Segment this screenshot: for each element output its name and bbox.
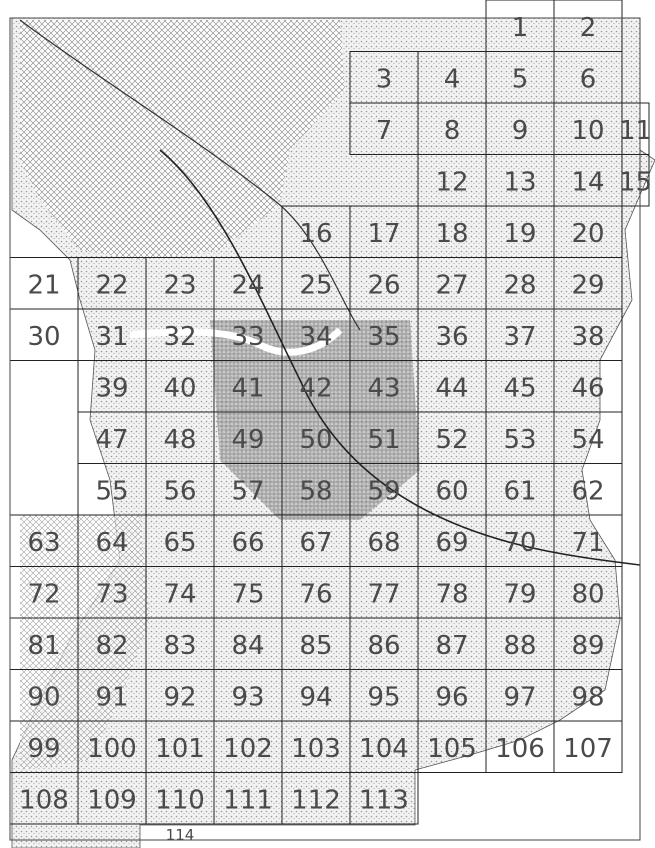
sheet-label-47: 47 <box>95 424 129 455</box>
sheet-label-53: 53 <box>503 424 537 455</box>
sheet-label-89: 89 <box>571 630 605 661</box>
sheet-label-17: 17 <box>367 218 401 249</box>
sheet-label-72: 72 <box>27 579 61 610</box>
sheet-label-114: 114 <box>165 826 195 844</box>
sheet-label-52: 52 <box>435 424 469 455</box>
sheet-label-77: 77 <box>367 579 401 610</box>
sheet-label-24: 24 <box>231 270 265 301</box>
sheet-label-106: 106 <box>495 733 545 764</box>
sheet-label-109: 109 <box>87 785 137 816</box>
sheet-label-27: 27 <box>435 270 469 301</box>
sheet-label-45: 45 <box>503 373 537 404</box>
sheet-label-56: 56 <box>163 476 197 507</box>
sheet-label-80: 80 <box>571 579 605 610</box>
sheet-label-21: 21 <box>27 270 61 301</box>
sheet-label-61: 61 <box>503 476 537 507</box>
sheet-label-68: 68 <box>367 527 401 558</box>
sheet-label-9: 9 <box>511 115 529 146</box>
sheet-label-104: 104 <box>359 733 409 764</box>
sheet-label-8: 8 <box>443 115 461 146</box>
sheet-label-16: 16 <box>299 218 333 249</box>
sheet-label-101: 101 <box>155 733 205 764</box>
sheet-label-71: 71 <box>571 527 605 558</box>
sheet-label-19: 19 <box>503 218 537 249</box>
sheet-label-36: 36 <box>435 321 469 352</box>
sheet-label-84: 84 <box>231 630 265 661</box>
sheet-label-103: 103 <box>291 733 341 764</box>
sheet-label-111: 111 <box>223 785 273 816</box>
sheet-label-12: 12 <box>435 167 469 198</box>
sheet-label-39: 39 <box>95 373 129 404</box>
sheet-label-54: 54 <box>571 424 605 455</box>
sheet-label-87: 87 <box>435 630 469 661</box>
sheet-label-13: 13 <box>503 167 537 198</box>
sheet-label-44: 44 <box>435 373 469 404</box>
sheet-label-25: 25 <box>299 270 333 301</box>
sheet-label-100: 100 <box>87 733 137 764</box>
sheet-label-1: 1 <box>511 12 529 43</box>
sheet-label-20: 20 <box>571 218 605 249</box>
sheet-label-79: 79 <box>503 579 537 610</box>
sheet-label-7: 7 <box>375 115 393 146</box>
sheet-label-10: 10 <box>571 115 605 146</box>
sheet-label-108: 108 <box>19 785 69 816</box>
sheet-label-41: 41 <box>231 373 265 404</box>
sheet-label-42: 42 <box>299 373 333 404</box>
sheet-label-64: 64 <box>95 527 129 558</box>
sheet-label-59: 59 <box>367 476 401 507</box>
sheet-label-5: 5 <box>511 64 529 95</box>
sheet-label-70: 70 <box>503 527 537 558</box>
sheet-label-6: 6 <box>579 64 597 95</box>
sheet-label-93: 93 <box>231 682 265 713</box>
sheet-label-98: 98 <box>571 682 605 713</box>
sheet-label-99: 99 <box>27 733 61 764</box>
sheet-label-62: 62 <box>571 476 605 507</box>
sheet-label-76: 76 <box>299 579 333 610</box>
sheet-label-22: 22 <box>95 270 129 301</box>
sheet-label-90: 90 <box>27 682 61 713</box>
sheet-label-32: 32 <box>163 321 197 352</box>
sheet-label-40: 40 <box>163 373 197 404</box>
sheet-label-92: 92 <box>163 682 197 713</box>
sheet-label-88: 88 <box>503 630 537 661</box>
sheet-label-3: 3 <box>375 64 393 95</box>
sheet-label-95: 95 <box>367 682 401 713</box>
sheet-label-97: 97 <box>503 682 537 713</box>
sheet-label-30: 30 <box>27 321 61 352</box>
sheet-label-75: 75 <box>231 579 265 610</box>
sheet-label-81: 81 <box>27 630 61 661</box>
sheet-label-48: 48 <box>163 424 197 455</box>
sheet-label-63: 63 <box>27 527 61 558</box>
sheet-label-34: 34 <box>299 321 333 352</box>
sheet-label-96: 96 <box>435 682 469 713</box>
sheet-label-66: 66 <box>231 527 265 558</box>
sheet-label-82: 82 <box>95 630 129 661</box>
sheet-label-86: 86 <box>367 630 401 661</box>
sheet-label-43: 43 <box>367 373 401 404</box>
sheet-label-18: 18 <box>435 218 469 249</box>
sheet-label-91: 91 <box>95 682 129 713</box>
sheet-label-11: 11 <box>618 115 653 146</box>
sheet-label-78: 78 <box>435 579 469 610</box>
sheet-label-110: 110 <box>155 785 205 816</box>
sheet-label-33: 33 <box>231 321 265 352</box>
sheet-label-2: 2 <box>579 12 597 43</box>
sheet-label-37: 37 <box>503 321 537 352</box>
sheet-label-50: 50 <box>299 424 333 455</box>
sheet-label-57: 57 <box>231 476 265 507</box>
sheet-label-83: 83 <box>163 630 197 661</box>
sheet-label-73: 73 <box>95 579 129 610</box>
sheet-label-35: 35 <box>367 321 401 352</box>
sheet-label-26: 26 <box>367 270 401 301</box>
sheet-label-105: 105 <box>427 733 477 764</box>
sheet-label-31: 31 <box>95 321 129 352</box>
sheet-label-28: 28 <box>503 270 537 301</box>
sheet-label-55: 55 <box>95 476 129 507</box>
sheet-label-15: 15 <box>618 167 653 198</box>
sheet-label-29: 29 <box>571 270 605 301</box>
sheet-label-102: 102 <box>223 733 273 764</box>
sheet-label-113: 113 <box>359 785 409 816</box>
sheet-label-74: 74 <box>163 579 197 610</box>
sheet-label-49: 49 <box>231 424 265 455</box>
sheet-label-112: 112 <box>291 785 341 816</box>
sheet-label-38: 38 <box>571 321 605 352</box>
sheet-label-94: 94 <box>299 682 333 713</box>
sheet-label-51: 51 <box>367 424 401 455</box>
sheet-label-58: 58 <box>299 476 333 507</box>
sheet-label-4: 4 <box>443 64 461 95</box>
sheet-label-46: 46 <box>571 373 605 404</box>
sheet-label-14: 14 <box>571 167 605 198</box>
sheet-label-67: 67 <box>299 527 333 558</box>
sheet-label-65: 65 <box>163 527 197 558</box>
sheet-label-23: 23 <box>163 270 197 301</box>
sheet-label-85: 85 <box>299 630 333 661</box>
sheet-label-69: 69 <box>435 527 469 558</box>
sheet-label-107: 107 <box>563 733 613 764</box>
sheet-label-60: 60 <box>435 476 469 507</box>
